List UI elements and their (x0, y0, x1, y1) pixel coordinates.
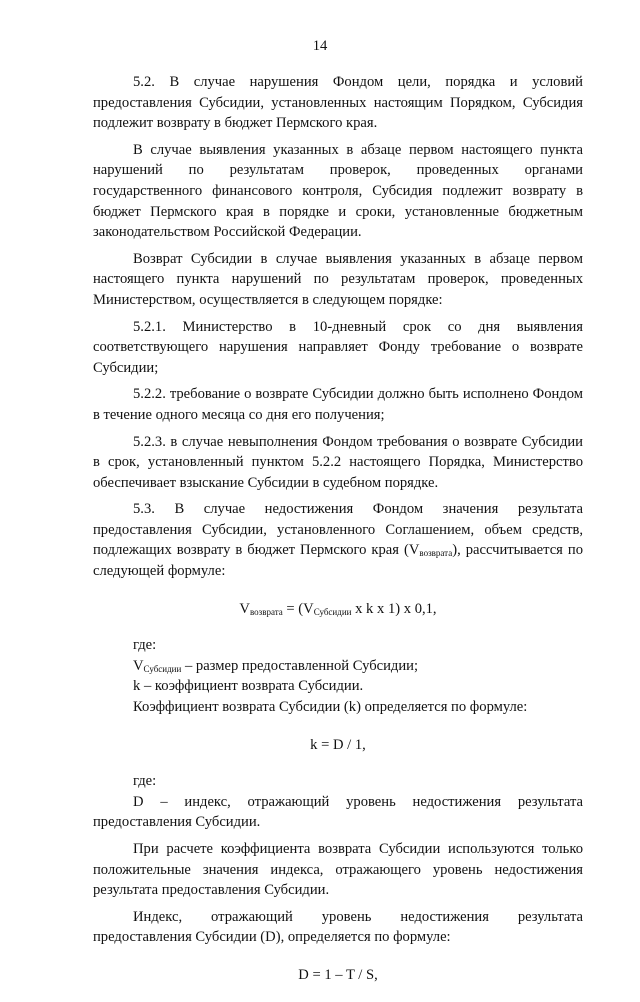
paragraph-5-2-1: 5.2.1. Министерство в 10-дневный срок со дня выявления соответствующего нарушения направляет Фонду требование о возврате Субсидии; (93, 318, 583, 376)
formula1-v-sub: возврата (249, 606, 283, 617)
formula1-v: V (239, 600, 250, 617)
paragraph-5-3 (93, 499, 583, 581)
formula1-eq: = (V (282, 600, 314, 617)
paragraph-5-2-2: 5.2.2. требование о возврате Субсидии должно быть исполнено Фондом в течение одного месяца со дня его получения; (93, 386, 583, 423)
calculation-note: При расчете коэффициента возврата Субсидии используются только положительные значения индекса, отражающего уровень недостижения результата предоставления Субсидии. (93, 841, 583, 899)
index-intro: Индекс, отражающий уровень недостижения результата предоставления Субсидии (D), определяется по формуле: (93, 908, 583, 946)
page-number: 14 (312, 38, 328, 54)
paragraph-5-2: 5.2. В случае нарушения Фондом цели, порядка и условий предоставления Субсидии, установленных настоящим Порядком, Субсидия подлежит возврату в бюджет Пермского края. (93, 74, 583, 132)
def-v-text: – размер предоставленной Субсидии; (181, 657, 419, 674)
paragraph-return-procedure: Возврат Субсидии в случае выявления указанных в абзаце первом настоящего пункта нарушений по результатам проверок, проведенных Министерством, осуществляется в следующем порядке: (93, 250, 583, 308)
p53-before: 5.3. В случае недостижения Фондом значения результата предоставления Субсидии, установленного Соглашением, объем средств, подлежащих возврату в бюджет Пермского края (V (93, 501, 583, 559)
where-label-1: где: (133, 637, 157, 654)
p53-after: ), рассчитывается по следующей формуле: (93, 542, 583, 580)
formula-index: D = 1 – T / S, (298, 966, 378, 983)
paragraph-5-2-3: 5.2.3. в случае невыполнения Фондом требования о возврате Субсидии в срок, установленный пунктом 5.2.2 настоящего Порядка, Министерство обеспечивает взыскание Субсидии в судебном порядке. (93, 433, 583, 491)
definition-k: k – коэффициент возврата Субсидии. (133, 678, 364, 695)
formula-coefficient: k = D / 1, (310, 736, 366, 753)
coefficient-intro: Коэффициент возврата Субсидии (k) определяется по формуле: (133, 699, 528, 716)
formula1-s-sub: Субсидии (313, 606, 352, 617)
p53-subscript: возврата (419, 548, 453, 559)
formula1-rest: x k x 1) x 0,1, (351, 600, 437, 617)
formula-return-volume (93, 599, 583, 620)
def-v-symbol: V (133, 657, 144, 674)
where-label-2: где: (133, 773, 157, 790)
document-body (93, 72, 583, 1002)
def-v-sub: Субсидии (143, 663, 182, 674)
definition-d: D – индекс, отражающий уровень недостижения результата предоставления Субсидии. (93, 793, 583, 831)
definition-v (93, 656, 583, 677)
paragraph-violation-control: В случае выявления указанных в абзаце первом настоящего пункта нарушений по результатам проверок, проведенных органами государственного финансового контроля, Субсидия подлежит возврату в бюджет Пермского края в порядке и сроки, установленные бюджетным законодательством Российской Федерации. (93, 141, 583, 241)
